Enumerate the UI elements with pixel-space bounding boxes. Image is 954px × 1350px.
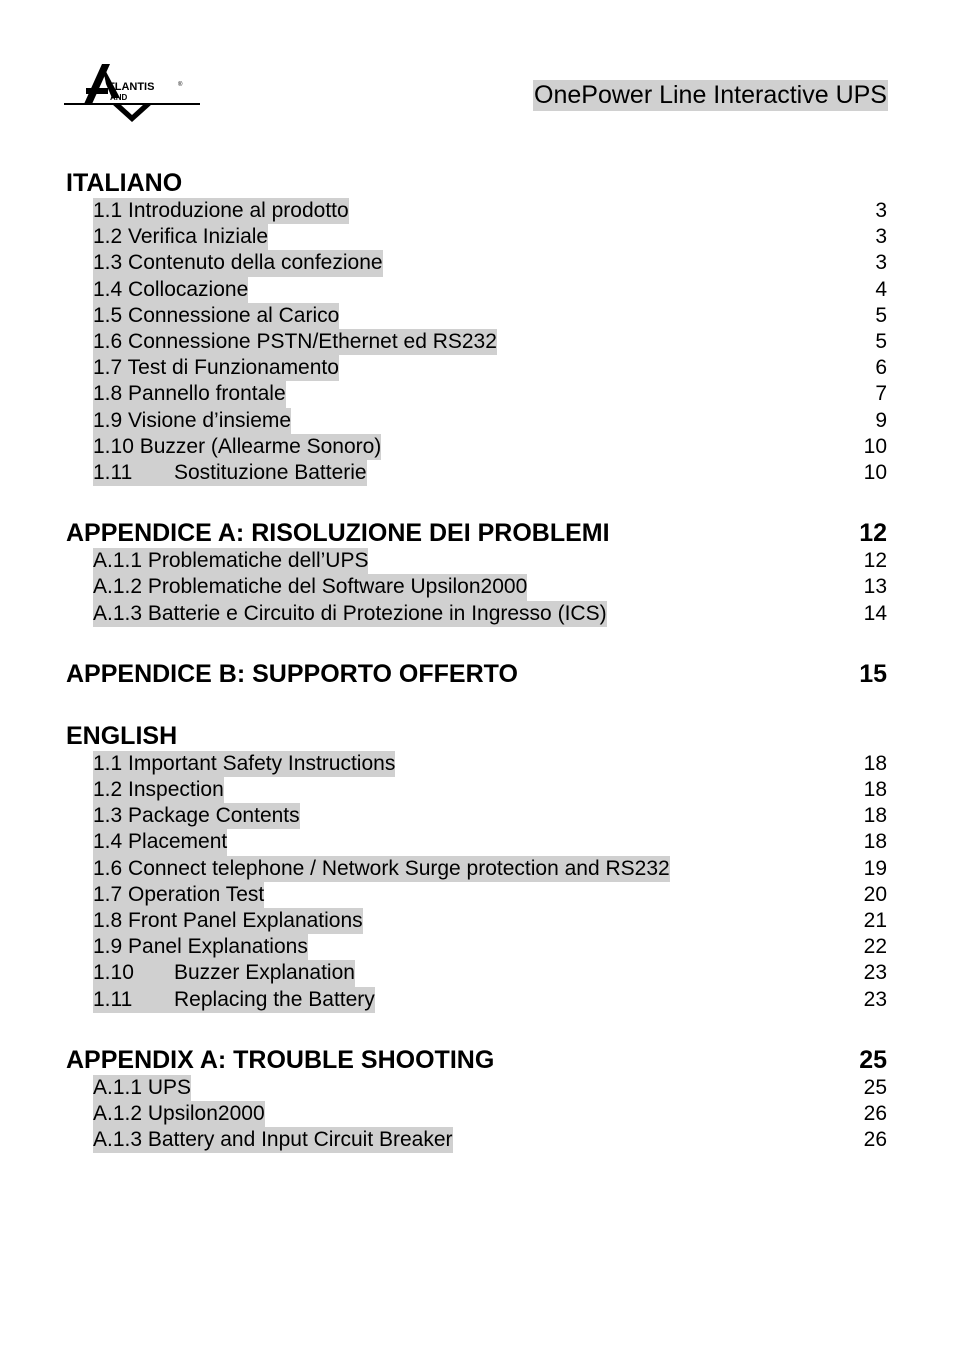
toc-entry-label: 1.3 Contenuto della confezione <box>93 250 383 276</box>
toc-entry-label: 1.7 Operation Test <box>93 882 264 908</box>
toc-entry-number: 1.11 <box>93 461 133 485</box>
toc-entry[interactable] <box>66 1127 887 1153</box>
toc-entry-page-number: 5 <box>875 303 887 327</box>
toc-entry-page-number: 19 <box>863 856 887 880</box>
toc-entry[interactable] <box>66 303 887 329</box>
toc-entry[interactable] <box>66 751 887 777</box>
toc-entry-page-number: 18 <box>863 804 887 828</box>
toc-entry-page-number: 14 <box>863 601 887 625</box>
toc-entry-label <box>93 460 367 486</box>
section-title: APPENDICE A: RISOLUZIONE DEI PROBLEMI <box>66 519 610 548</box>
toc-entry[interactable] <box>66 277 887 303</box>
toc-entry-label: 1.2 Inspection <box>93 777 224 803</box>
toc-section <box>66 518 887 627</box>
toc-entry-page-number: 3 <box>875 251 887 275</box>
toc-entry[interactable] <box>66 224 887 250</box>
toc-entry-page-number: 5 <box>875 330 887 354</box>
toc-entry-page-number: 13 <box>863 575 887 599</box>
toc-entry-label: 1.8 Front Panel Explanations <box>93 908 363 934</box>
toc-entry[interactable] <box>66 960 887 986</box>
toc-entry-label: 1.4 Collocazione <box>93 277 248 303</box>
toc-entry[interactable] <box>66 1101 887 1127</box>
section-heading[interactable] <box>66 518 887 548</box>
page-header <box>0 0 954 140</box>
toc-entry-label <box>93 960 355 986</box>
toc-entry[interactable] <box>66 381 887 407</box>
toc-entry-label: A.1.2 Upsilon2000 <box>93 1101 265 1127</box>
toc-entry-page-number: 18 <box>863 751 887 775</box>
section-heading[interactable] <box>66 721 887 751</box>
toc-entry-page-number: 26 <box>863 1102 887 1126</box>
section-page-number: 15 <box>859 659 887 688</box>
toc-entry-page-number: 18 <box>863 778 887 802</box>
section-title: APPENDICE B: SUPPORTO OFFERTO <box>66 659 518 688</box>
svg-text:®: ® <box>178 82 183 88</box>
toc-entry[interactable] <box>66 856 887 882</box>
table-of-contents <box>66 168 887 1185</box>
toc-entry-page-number: 7 <box>875 382 887 406</box>
atlantis-land-logo <box>62 60 202 124</box>
toc-entry-label: 1.3 Package Contents <box>93 803 300 829</box>
toc-entry-label: 1.1 Introduzione al prodotto <box>93 198 349 224</box>
section-heading[interactable] <box>66 168 887 198</box>
toc-section <box>66 721 887 1013</box>
toc-entry[interactable] <box>66 408 887 434</box>
toc-entry-page-number: 23 <box>863 961 887 985</box>
toc-entry[interactable] <box>66 601 887 627</box>
toc-entry[interactable] <box>66 934 887 960</box>
toc-entry-page-number: 3 <box>875 225 887 249</box>
toc-section <box>66 168 887 486</box>
toc-entry-label: 1.1 Important Safety Instructions <box>93 751 395 777</box>
svg-text:TLANTIS: TLANTIS <box>108 81 155 93</box>
toc-entry[interactable] <box>66 908 887 934</box>
section-heading[interactable] <box>66 1045 887 1075</box>
toc-entry[interactable] <box>66 803 887 829</box>
toc-entry-label: 1.4 Placement <box>93 829 227 855</box>
toc-entry-page-number: 3 <box>875 199 887 222</box>
toc-entry[interactable] <box>66 987 887 1013</box>
toc-entry-label: 1.2 Verifica Iniziale <box>93 224 268 250</box>
section-title: ENGLISH <box>66 721 178 750</box>
toc-entry-page-number: 25 <box>863 1075 887 1099</box>
toc-entry-page-number: 6 <box>875 356 887 380</box>
toc-entry[interactable] <box>66 548 887 574</box>
toc-entry-label: 1.9 Panel Explanations <box>93 934 308 960</box>
toc-entry-page-number: 20 <box>863 882 887 906</box>
toc-entry[interactable] <box>66 329 887 355</box>
toc-entry-page-number: 22 <box>863 935 887 959</box>
toc-entry-page-number: 18 <box>863 830 887 854</box>
toc-entry-page-number: 23 <box>863 987 887 1011</box>
toc-entry-label: A.1.1 Problematiche dell’UPS <box>93 548 368 574</box>
toc-entry-label <box>93 987 375 1013</box>
section-title: APPENDIX A: TROUBLE SHOOTING <box>66 1045 495 1074</box>
toc-section <box>66 659 887 689</box>
toc-entry-page-number: 9 <box>875 408 887 432</box>
toc-entry[interactable] <box>66 198 887 224</box>
toc-entry-label: 1.5 Connessione al Carico <box>93 303 339 329</box>
toc-entry-label: A.1.3 Battery and Input Circuit Breaker <box>93 1127 453 1153</box>
toc-entry-text: Buzzer Explanation <box>174 961 355 985</box>
toc-entry-label: 1.7 Test di Funzionamento <box>93 355 339 381</box>
toc-section <box>66 1045 887 1154</box>
toc-entry-label: 1.6 Connessione PSTN/Ethernet ed RS232 <box>93 329 497 355</box>
toc-entry[interactable] <box>66 355 887 381</box>
section-page-number: 12 <box>859 519 887 548</box>
section-title: ITALIANO <box>66 169 183 197</box>
document-title: OnePower Line Interactive UPS <box>534 81 887 109</box>
section-page-number: 25 <box>859 1045 887 1074</box>
toc-entry[interactable] <box>66 574 887 600</box>
toc-entry-label: 1.9 Visione d’insieme <box>93 408 291 434</box>
toc-entry-page-number: 21 <box>863 909 887 933</box>
toc-entry-page-number: 26 <box>863 1128 887 1152</box>
toc-entry-label: 1.6 Connect telephone / Network Surge protection and RS232 <box>93 856 670 882</box>
toc-entry-page-number: 12 <box>863 549 887 573</box>
section-heading[interactable] <box>66 659 887 689</box>
svg-text:AND: AND <box>110 93 128 102</box>
toc-entry-label: 1.10 Buzzer (Allearme Sonoro) <box>93 434 381 460</box>
toc-entry-label: 1.8 Pannello frontale <box>93 381 286 407</box>
toc-entry-page-number: 4 <box>875 277 887 301</box>
toc-entry[interactable] <box>66 460 887 486</box>
toc-entry[interactable] <box>66 882 887 908</box>
toc-entry[interactable] <box>66 829 887 855</box>
toc-entry[interactable] <box>66 777 887 803</box>
toc-entry[interactable] <box>66 434 887 460</box>
toc-entry-label: A.1.2 Problematiche del Software Upsilon2000 <box>93 574 527 600</box>
toc-entry-page-number: 10 <box>863 434 887 458</box>
toc-entry[interactable] <box>66 250 887 276</box>
toc-entry-text: Sostituzione Batterie <box>174 461 367 485</box>
toc-entry-text: Replacing the Battery <box>174 987 375 1011</box>
toc-entry[interactable] <box>66 1075 887 1101</box>
toc-entry-page-number: 10 <box>863 461 887 485</box>
toc-entry-number: 1.11 <box>93 987 133 1011</box>
toc-entry-label: A.1.3 Batterie e Circuito di Protezione in Ingresso (ICS) <box>93 601 607 627</box>
toc-entry-number: 1.10 <box>93 961 134 985</box>
toc-entry-label: A.1.1 UPS <box>93 1075 191 1101</box>
